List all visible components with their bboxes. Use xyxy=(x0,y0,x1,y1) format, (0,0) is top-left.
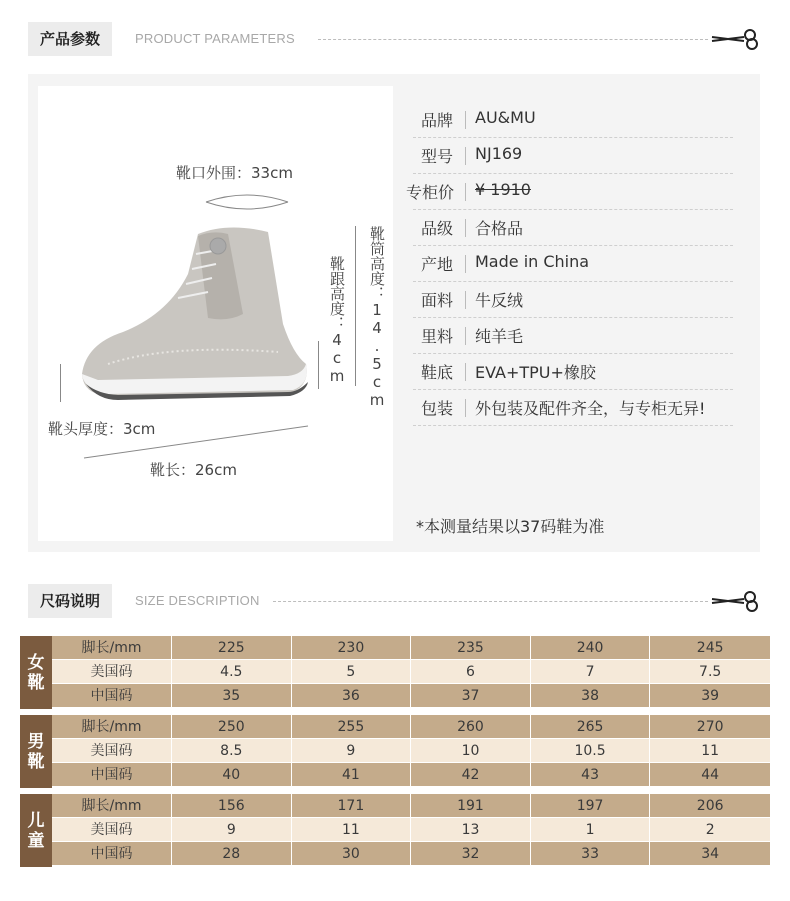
spec-key: 鞋底 xyxy=(420,363,453,382)
size-title: 尺码说明 xyxy=(28,584,112,618)
opening-arrow-icon xyxy=(200,190,295,212)
params-title: 产品参数 xyxy=(28,22,112,56)
spec-row xyxy=(413,318,733,354)
size-subtitle: SIZE DESCRIPTION xyxy=(135,593,260,608)
spec-row xyxy=(413,210,733,246)
size-table xyxy=(20,636,770,873)
table-row: 美国码 8.5 9 10 10.5 11 xyxy=(52,739,770,763)
table-row: 中国码 28 30 32 33 34 xyxy=(52,842,770,866)
size-group-women xyxy=(20,636,770,709)
length-line xyxy=(82,422,312,462)
spec-row xyxy=(413,138,733,174)
spec-value: 牛反绒 xyxy=(475,291,524,310)
boot-image xyxy=(78,214,318,404)
size-group-kids xyxy=(20,794,770,867)
params-subtitle: PRODUCT PARAMETERS xyxy=(135,31,295,46)
table-row: 中国码 35 36 37 38 39 xyxy=(52,684,770,708)
shaft-height-dimension: 靴筒高度：14.5cm xyxy=(368,226,386,409)
table-row: 中国码 40 41 42 43 44 xyxy=(52,763,770,787)
spec-value: 合格品 xyxy=(475,219,524,238)
spec-row xyxy=(413,102,733,138)
spec-row xyxy=(413,282,733,318)
params-panel xyxy=(28,74,760,552)
params-section-header xyxy=(28,22,768,56)
spec-value: EVA+TPU+橡胶 xyxy=(475,363,596,382)
shaft-height-line xyxy=(355,226,356,386)
length-dimension: 靴长：26cm xyxy=(150,461,237,479)
spec-key: 品牌 xyxy=(420,111,453,130)
spec-key: 型号 xyxy=(420,147,453,166)
size-group-men xyxy=(20,715,770,788)
spec-table xyxy=(405,102,733,426)
shoe-illustration-box xyxy=(38,86,393,541)
table-row: 美国码 4.5 5 6 7 7.5 xyxy=(52,660,770,684)
measurement-note: *本测量结果以37码鞋为准 xyxy=(416,517,605,536)
spec-row xyxy=(405,174,733,210)
size-section-header xyxy=(28,584,768,618)
group-label: 女 靴 xyxy=(20,636,52,709)
scissors-icon xyxy=(710,589,762,613)
spec-key: 品级 xyxy=(420,219,453,238)
table-row: 脚长/mm 250 255 260 265 270 xyxy=(52,715,770,739)
spec-row xyxy=(413,354,733,390)
table-row: 脚长/mm 225 230 235 240 245 xyxy=(52,636,770,660)
spec-value: NJ169 xyxy=(475,144,523,163)
dashed-divider xyxy=(273,601,708,602)
spec-value: Made in China xyxy=(475,252,590,271)
toe-thickness-line xyxy=(60,364,61,402)
spec-key: 专柜价 xyxy=(405,183,454,202)
spec-value-strikethrough: ¥ 1910 xyxy=(475,180,531,199)
dashed-divider xyxy=(318,39,708,40)
spec-value: AU&MU xyxy=(475,108,536,127)
heel-height-line xyxy=(318,341,319,389)
spec-key: 面料 xyxy=(420,291,453,310)
group-label: 儿 童 xyxy=(20,794,52,867)
opening-dimension: 靴口外围：33cm xyxy=(176,164,293,182)
toe-thickness-dimension: 靴头厚度：3cm xyxy=(48,420,156,438)
heel-height-dimension: 靴跟高度：4cm xyxy=(328,256,346,385)
spec-key: 里料 xyxy=(420,327,453,346)
spec-value: 外包装及配件齐全，与专柜无异! xyxy=(475,399,706,418)
spec-key: 产地 xyxy=(420,255,453,274)
spec-key: 包装 xyxy=(420,399,453,418)
table-row: 美国码 9 11 13 1 2 xyxy=(52,818,770,842)
spec-row xyxy=(413,390,733,426)
spec-row xyxy=(413,246,733,282)
spec-value: 纯羊毛 xyxy=(475,327,524,346)
table-row: 脚长/mm 156 171 191 197 206 xyxy=(52,794,770,818)
scissors-icon xyxy=(710,27,762,51)
group-label: 男 靴 xyxy=(20,715,52,788)
